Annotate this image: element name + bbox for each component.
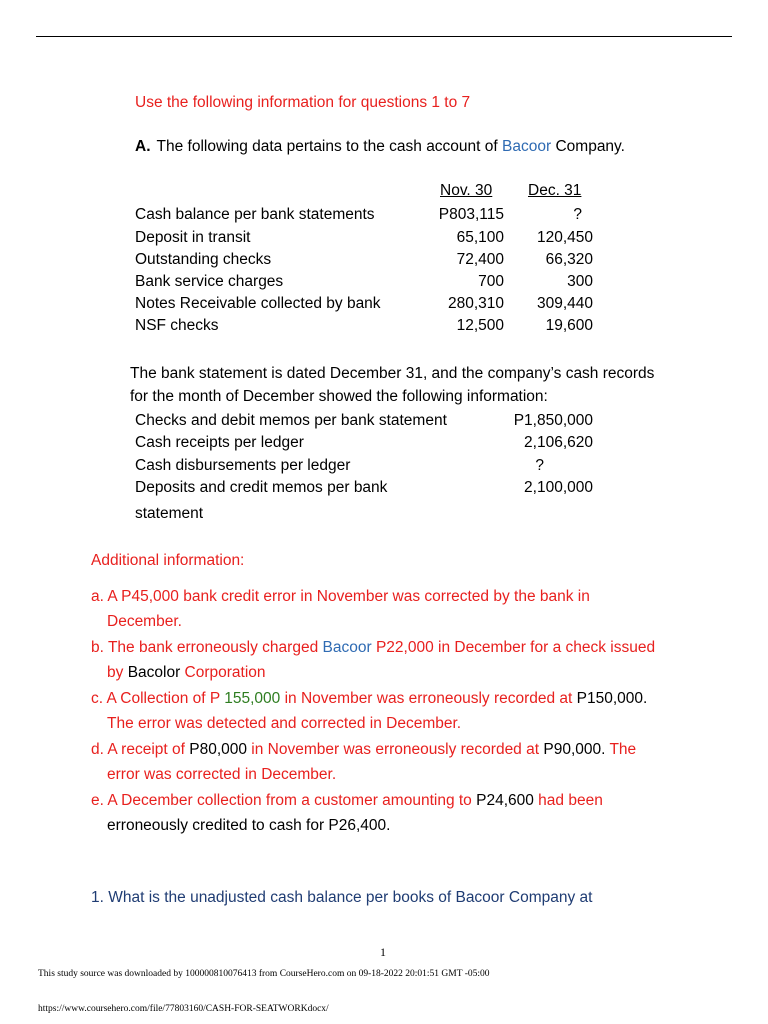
item-e-amount: P24,600 [476,792,534,809]
item-b-company: Bacoor [322,639,372,656]
dec-value: 120,450 [536,229,593,246]
instruction-heading: Use the following information for questions 1 to 7 [135,94,471,111]
row-label: NSF checks [135,317,219,334]
item-c-text-2: in November was erroneously recorded at [280,690,577,707]
source-url: https://www.coursehero.com/file/77803160/CASH-FOR-SEATWORKdocx/ [38,1004,329,1014]
table-row [0,295,768,317]
table-row [0,206,768,228]
item-b-line-1 [91,635,677,660]
item-e-text-2: had been [533,792,603,809]
additional-item-d [91,737,677,787]
item-d-text: d. A receipt of [91,741,190,758]
info-value: 2,100,000 [524,479,593,496]
info-value: 2,106,620 [524,434,593,451]
nov-value: 12,500 [456,317,504,334]
item-c-text: c. A Collection of P [91,690,225,707]
info-row [0,505,768,527]
dec-value: 309,440 [536,295,593,312]
info-label: Cash disbursements per ledger [135,457,351,474]
nov-value: 65,100 [456,229,504,246]
item-d-line-2: error was corrected in December. [107,766,337,783]
statement-line-2: for the month of December showed the following information: [130,388,548,405]
nov-value: 280,310 [447,295,504,312]
col-header-dec: Dec. 31 [528,182,582,199]
additional-item-b [91,635,677,685]
part-a-intro [135,138,625,156]
item-c-amount-2: P150,000. [576,690,648,707]
dec-value: ? [573,206,582,223]
item-e-text: e. A December collection from a customer amounting to [91,792,477,809]
part-a-text-end: Company. [555,138,625,155]
item-c-line-1 [91,686,677,711]
dec-value: 19,600 [545,317,593,334]
info-row [0,457,768,479]
row-label: Deposit in transit [135,229,251,246]
row-label: Cash balance per bank statements [135,206,375,223]
item-d-text-3: The [605,741,637,758]
item-b-text: b. The bank erroneously charged [91,639,323,656]
header-rule [36,36,732,37]
statement-line-1: The bank statement is dated December 31, and the company’s cash records [130,365,655,382]
part-a-text: The following data pertains to the cash account of [156,138,498,155]
nov-value: 700 [478,273,504,290]
item-a-line-2: December. [107,613,182,630]
info-value: P1,850,000 [513,412,593,429]
additional-item-a [91,584,677,634]
additional-info-title: Additional information: [91,552,245,569]
item-b-bacolor: Bacolor [127,664,181,681]
table-row [0,317,768,339]
row-label: Notes Receivable collected by bank [135,295,381,312]
item-d-amount-2: P90,000. [543,741,606,758]
info-label: Checks and debit memos per bank statement [135,412,447,429]
nov-value: P803,115 [438,206,504,223]
nov-value: 72,400 [456,251,504,268]
info-label: Deposits and credit memos per bank [135,479,388,496]
question-1: 1. What is the unadjusted cash balance per books of Bacoor Company at [91,889,593,906]
page-number: 1 [380,945,386,959]
item-e-line-1 [91,788,677,813]
row-label: Outstanding checks [135,251,272,268]
item-b-text-2: P22,000 in December for a check issued [371,639,656,656]
info-row [0,412,768,434]
table-row [0,251,768,273]
item-d-amount-1: P80,000 [189,741,247,758]
item-b-corporation: Corporation [180,664,266,681]
item-d-line-1 [91,737,677,762]
additional-item-c [91,686,677,736]
company-name: Bacoor [502,138,552,155]
info-value: ? [535,457,544,474]
item-a-line-1: a. A P45,000 bank credit error in November was corrected by the bank in [91,588,590,605]
info-row [0,434,768,456]
dec-value: 300 [567,273,593,290]
item-b-line-2 [91,660,677,685]
row-label: Bank service charges [135,273,284,290]
item-e-line-2: erroneously credited to cash for P26,400. [107,817,391,834]
statement-paragraph [130,362,690,408]
info-label: Cash receipts per ledger [135,434,304,451]
item-b-by: by [107,664,128,681]
info-row [0,479,768,501]
source-notice: This study source was downloaded by 100000810076413 from CourseHero.com on 09-18-2022 20:01:51 GMT -05:00 [38,969,490,979]
info-label-wrap: statement [135,505,204,522]
table-row [0,273,768,295]
item-c-line-2: The error was detected and corrected in December. [107,715,462,732]
table-row [0,229,768,251]
part-a-label: A. [135,138,151,155]
dec-value: 66,320 [545,251,593,268]
item-c-amount-1: 155,000 [224,690,281,707]
item-d-text-2: in November was erroneously recorded at [246,741,544,758]
additional-item-e [91,788,677,838]
col-header-nov: Nov. 30 [440,182,493,199]
